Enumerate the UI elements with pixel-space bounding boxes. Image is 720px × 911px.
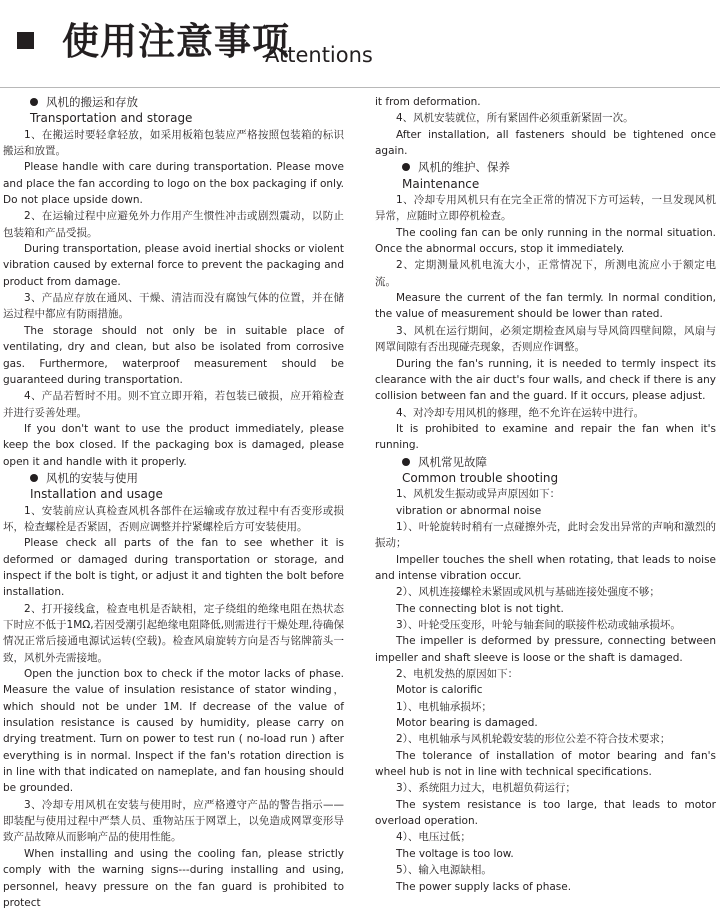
paragraph: 3）、系统阻力过大，电机超负荷运行； [396, 782, 576, 795]
page-header [0, 0, 720, 88]
paragraph: During the fan's running, it is needed to termly inspect its clearance with the air duct's four walls, and check if there is any collision between fan and the guard. If it occurs, please adjust. [375, 357, 716, 403]
paragraph: During transportation, please avoid inertial shocks or violent vibration caused by external force to prevent the packaging and product from damage. [3, 243, 344, 288]
section-heading-label: 风机的维护、保养 [418, 160, 510, 175]
paragraph: The voltage is too low. [396, 847, 514, 860]
paragraph: 3）、叶轮受压变形，叶轮与轴套间的联接件松动或轴承损坏。 [396, 619, 681, 631]
page-title: 使用注意事项 [62, 20, 290, 63]
paragraph: The connecting blot is not tight. [396, 602, 564, 615]
section-heading-label: 风机的搬运和存放 [46, 95, 138, 109]
paragraph: 3、风机在运行期间，必须定期检查风扇与导风筒四壁间隙，风扇与网罩间隙有否出现碰壳现象，否则应作调整。 [375, 324, 716, 354]
bullet-icon [30, 474, 38, 482]
paragraph: The storage should not only be in suitable place of ventilating, dry and clean, but also be isolated from corrosive gas. Furthermore, waterproof measurement should be guaranteed during transportation. [3, 324, 344, 386]
paragraph: Impeller touches the shell when rotating, that leads to noise and intense vibration occur. [375, 553, 716, 582]
bullet-icon [402, 163, 410, 171]
paragraph: If you don't want to use the product immediately, please keep the box closed. If the packaging box is damaged, please open it and handle with it properly. [3, 422, 344, 468]
paragraph: The tolerance of installation of motor bearing and fan's wheel hub is not in line with technical specifications. [375, 749, 716, 779]
paragraph: The cooling fan can be only running in the normal situation. Once the abnormal occurs, stop it immediately. [375, 226, 716, 256]
paragraph: Motor bearing is damaged. [396, 717, 538, 730]
paragraph: 1、安装前应认真检查风机各部件在运输或存放过程中有否变形或损坏，检查螺栓是否紧固，否则应调整并拧紧螺栓后方可安装使用。 [3, 504, 344, 533]
section-heading-en: Transportation and storage [30, 111, 193, 126]
paragraph: vibration or abnormal noise [396, 504, 542, 517]
paragraph: 3、冷却专用风机在安装与使用时，应严格遵守产品的警告指示——即装配与使用过程中严禁人员、重物站压于网罩上，以免造成网罩变形导致产品故障从而影响产品的使用性能。 [3, 798, 344, 844]
paragraph: 2）、电机轴承与风机轮毂安装的形位公差不符合技术要求； [396, 733, 671, 746]
paragraph: it from deformation. [375, 96, 481, 108]
header-divider [0, 87, 720, 88]
paragraph: 2、电机发热的原因如下： [396, 668, 519, 681]
section-heading-en: Maintenance [402, 176, 480, 191]
paragraph: When installing and using the cooling fan, please strictly comply with the warning signs---during installing and using, personnel, heavy pressure on the fan guard is prohibited to protect [3, 847, 344, 909]
paragraph: 1、风机发生振动或异声原因如下： [396, 488, 561, 501]
section-heading-cn [375, 159, 716, 175]
paragraph: Motor is calorific [396, 684, 483, 697]
section-heading-en: Installation and usage [30, 487, 163, 502]
paragraph: 1、冷却专用风机只有在完全正常的情况下方可运转，一旦发现风机异常，应随时立即停机检查。 [375, 194, 716, 223]
section-heading-cn [375, 454, 716, 470]
paragraph: 1、在搬运时要轻拿轻放，如采用板箱包装应严格按照包装箱的标识搬运和放置。 [3, 128, 344, 158]
left-column [3, 94, 344, 911]
paragraph: 4、风机安装就位，所有紧固件必须重新紧固一次。 [396, 112, 634, 125]
section-heading-en: Common trouble shooting [402, 470, 559, 485]
right-column [375, 94, 716, 895]
paragraph: 4）、电压过低； [396, 831, 471, 844]
paragraph: 1）、叶轮旋转时稍有一点碰擦外壳，此时会发出异常的声响和激烈的振动； [375, 520, 716, 550]
paragraph: Open the junction box to check if the motor lacks of phase. Measure the value of insulation resistance of stator winding，which should not be under 1M. If decrease of the value of insulation resistance is caused by humidity, please carry on drying treatment. Turn on power to test run ( no-load run ) after everything is in normal. Inspect if the fan's rotation direction is in line with that indicated on nameplate, and fan housing should be grounded. [3, 668, 344, 795]
paragraph: It is prohibited to examine and repair the fan when it's running. [375, 422, 716, 452]
bullet-icon [402, 458, 410, 466]
paragraph: 4、产品若暂时不用。则不宜立即开箱，若包装已破损，应开箱检查并进行妥善处理。 [3, 390, 344, 419]
bullet-icon [30, 98, 38, 106]
paragraph: 4、对冷却专用风机的修理，绝不允许在运转中进行。 [396, 406, 645, 419]
paragraph: 2、定期测量风机电流大小，正常情况下，所测电流应小于额定电流。 [375, 259, 716, 288]
paragraph: 2、在运输过程中应避免外力作用产生惯性冲击或剧烈震动，以防止包装箱和产品受损。 [3, 210, 344, 239]
section-heading-label: 风机的安装与使用 [46, 470, 138, 485]
paragraph: After installation, all fasteners should be tightened once again. [375, 128, 716, 158]
section-heading-cn [3, 470, 344, 486]
title-square-icon [17, 32, 34, 49]
page-subtitle: Attentions [265, 43, 373, 67]
section-heading-cn [3, 94, 344, 110]
paragraph: The impeller is deformed by pressure, connecting between impeller and shaft sleeve is loose or the shaft is damaged. [375, 635, 716, 664]
section-heading-label: 风机常见故障 [418, 454, 487, 469]
paragraph: The power supply lacks of phase. [396, 880, 572, 893]
paragraph: 5）、输入电源缺相。 [396, 864, 492, 877]
paragraph: 2、打开接线盒，检查电机是否缺相，定子绕组的绝缘电阻在热状态下时应不低于1MΩ,若因受潮引起绝缘电阻降低,则需进行干燥处理,待确保情况正常后接通电源试运转(空载)。检查风扇旋转方向是否与铭牌箭头一致，风机外壳需接地。 [3, 602, 344, 664]
paragraph: 1）、电机轴承损坏； [396, 700, 492, 713]
paragraph: 3、产品应存放在通风、干燥、清洁而没有腐蚀气体的位置，并在储运过程中都应有防雨措施。 [3, 292, 344, 321]
paragraph: Measure the current of the fan termly. In normal condition, the value of measurement should be lower than rated. [375, 292, 716, 321]
paragraph: 2）、风机连接螺栓未紧固或风机与基础连接处强度不够； [396, 586, 660, 599]
paragraph: Please handle with care during transportation. Please move and place the fan according to logo on the box packaging if only. Do not place upside down. [3, 161, 344, 207]
paragraph: The system resistance is too large, that leads to motor overload operation. [375, 798, 716, 828]
paragraph: Please check all parts of the fan to see whether it is deformed or damaged during transportation or storage, and inspect if the bolt is tight, or adjust it and tighten the bolt before installation. [3, 537, 344, 599]
